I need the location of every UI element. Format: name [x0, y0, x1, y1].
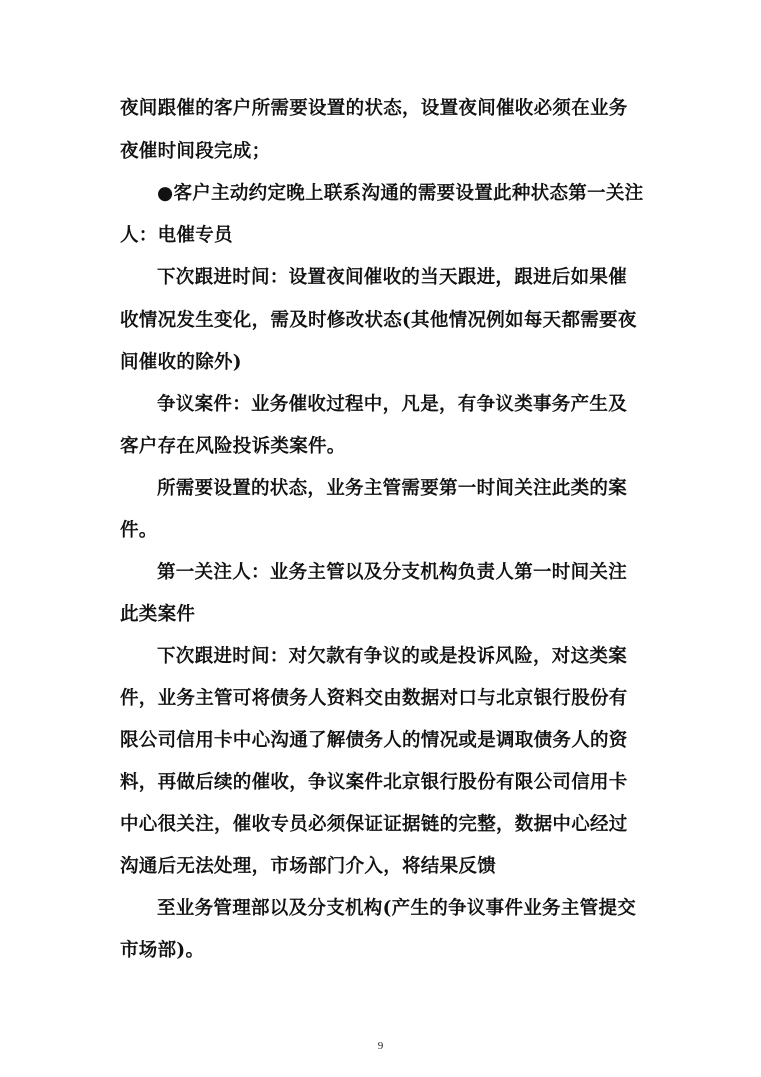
paragraph-line: 夜间跟催的客户所需要设置的状态，设置夜间催收必须在业务: [120, 98, 628, 119]
paragraph-line: 限公司信用卡中心沟通了解债务人的情况或是调取债务人的资: [120, 730, 628, 751]
paragraph-line: 下次跟进时间：设置夜间催收的当天跟进，跟进后如果催: [157, 267, 628, 288]
paragraph-line: 中心很关注，催收专员必须保证证据链的完整，数据中心经过: [120, 814, 628, 835]
paragraph-line: 件，业务主管可将债务人资料交由数据对口与北京银行股份有: [120, 688, 628, 709]
bullet-line: ●客户主动约定晚上联系沟通的需要设置此种状态第一关注: [157, 183, 644, 204]
paragraph-line: 此类案件: [120, 604, 196, 625]
paragraph-line: 下次跟进时间：对欠款有争议的或是投诉风险，对这类案: [157, 646, 628, 667]
paragraph-line: 沟通后无法处理，市场部门介入，将结果反馈: [120, 856, 497, 877]
paragraph-line: 至业务管理部以及分支机构(产生的争议事件业务主管提交: [157, 898, 637, 919]
paragraph-line: 料，再做后续的催收，争议案件北京银行股份有限公司信用卡: [120, 772, 628, 793]
paragraph-line: 所需要设置的状态，业务主管需要第一时间关注此类的案: [157, 478, 628, 499]
paragraph-line: 人：电催专员: [120, 225, 233, 246]
paragraph-line: 市场部)。: [120, 940, 205, 961]
paragraph-line: 第一关注人：业务主管以及分支机构负责人第一时间关注: [157, 562, 628, 583]
paragraph-line: 夜催时间段完成；: [120, 141, 271, 162]
paragraph-line: 收情况发生变化，需及时修改状态(其他情况例如每天都需要夜: [120, 310, 637, 331]
paragraph-line: 客户存在风险投诉类案件。: [120, 436, 346, 457]
paragraph-line: 件。: [120, 520, 158, 541]
page-number: 9: [377, 1040, 384, 1052]
paragraph-line: 争议案件：业务催收过程中，凡是，有争议类事务产生及: [157, 394, 628, 415]
paragraph-line: 间催收的除外): [120, 352, 242, 373]
